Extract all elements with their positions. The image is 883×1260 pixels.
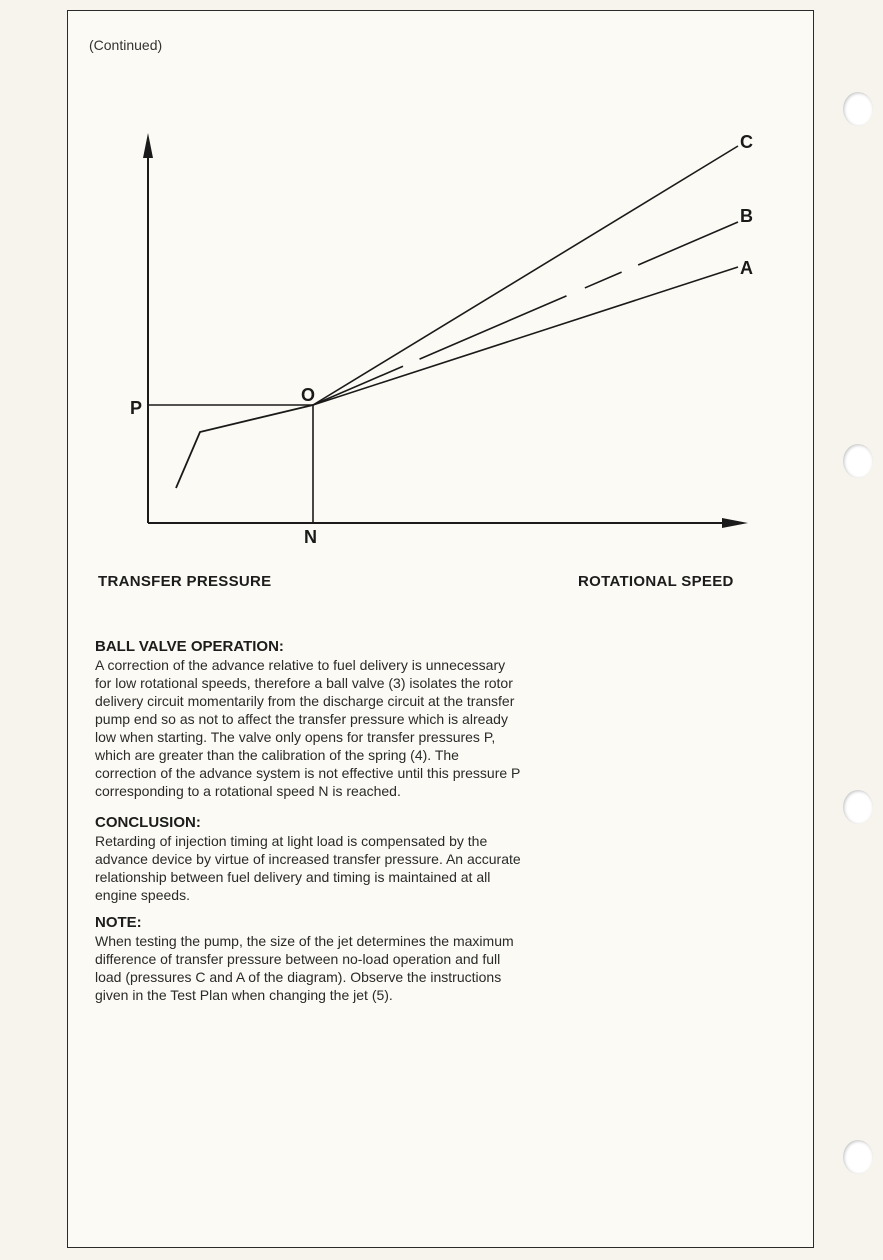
label-n: N <box>304 527 317 547</box>
label-o: O <box>301 385 316 405</box>
y-axis-arrow <box>143 133 153 158</box>
section-line: engine speeds. <box>95 887 190 903</box>
label-a: A <box>740 258 753 278</box>
section-line: Retarding of injection timing at light load is compensated by the <box>95 833 488 849</box>
section-line: corresponding to a rotational speed N is reached. <box>95 783 401 799</box>
continued-label: (Continued) <box>89 37 163 53</box>
section-line: advance device by virtue of increased transfer pressure. An accurate <box>95 851 521 867</box>
section-heading: CONCLUSION: <box>95 814 201 831</box>
binder-hole <box>843 1140 873 1174</box>
section-line: A correction of the advance relative to fuel delivery is unnecessary <box>95 657 506 673</box>
curve-a <box>313 267 738 405</box>
x-axis-arrow <box>722 518 748 528</box>
curve-c <box>313 146 738 405</box>
y-axis-caption: TRANSFER PRESSURE <box>98 573 272 590</box>
section-conclusion <box>95 814 615 904</box>
section-heading: NOTE: <box>95 914 142 931</box>
section-line: which are greater than the calibration of the spring (4). The <box>95 747 459 763</box>
section-line: relationship between fuel delivery and timing is maintained at all <box>95 869 491 885</box>
section-line: delivery circuit momentarily from the discharge circuit at the transfer <box>95 693 515 709</box>
binder-hole <box>843 444 873 478</box>
label-c: C <box>740 132 753 152</box>
section-heading: BALL VALVE OPERATION: <box>95 638 284 655</box>
section-line: pump end so as not to affect the transfer pressure which is already <box>95 711 508 727</box>
binder-hole <box>843 790 873 824</box>
section-line: correction of the advance system is not effective until this pressure P <box>95 765 521 781</box>
section-line: load (pressures C and A of the diagram). Observe the instructions <box>95 969 502 985</box>
label-p: P <box>130 398 143 418</box>
section-line: low when starting. The valve only opens for transfer pressures P, <box>95 729 496 745</box>
startup-curve <box>176 405 313 488</box>
section-line: given in the Test Plan when changing the jet (5). <box>95 987 393 1003</box>
label-b: B <box>740 206 753 226</box>
transfer-pressure-diagram <box>0 0 883 600</box>
section-ball-valve <box>95 638 615 800</box>
section-line: difference of transfer pressure between no-load operation and full <box>95 951 501 967</box>
section-line: for low rotational speeds, therefore a ball valve (3) isolates the rotor <box>95 675 513 691</box>
section-note <box>95 914 615 1004</box>
binder-hole <box>843 92 873 126</box>
section-line: When testing the pump, the size of the jet determines the maximum <box>95 933 514 949</box>
curve-b <box>313 222 738 405</box>
x-axis-caption: ROTATIONAL SPEED <box>578 573 734 590</box>
